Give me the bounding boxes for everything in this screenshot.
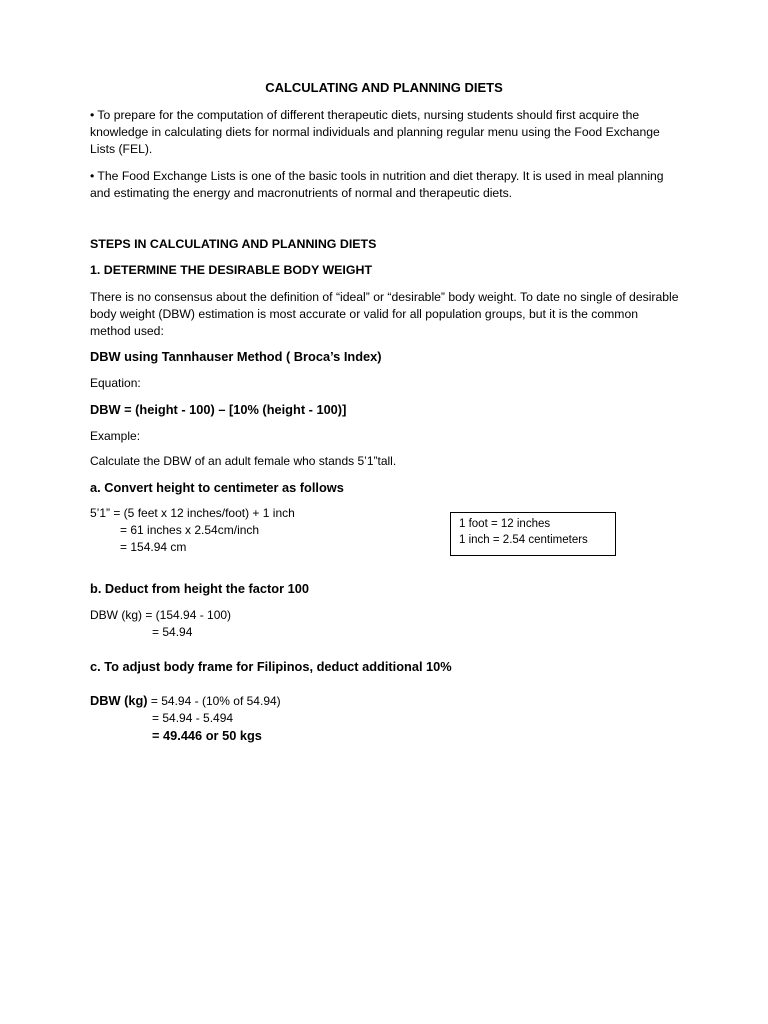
part-c-heading: c. To adjust body frame for Filipinos, deduct additional 10% — [90, 659, 452, 674]
step1-description: There is no consensus about the definition of “ideal” or “desirable” body weight. To date no single of desirable body weight (DBW) estimation is most accurate or valid for all population groups, but it is the common method used: — [90, 290, 679, 338]
part-c-line-1 — [90, 693, 281, 708]
part-a-heading: a. Convert height to centimeter as follows — [90, 480, 344, 495]
part-a-line-2: = 61 inches x 2.54cm/inch — [120, 523, 260, 537]
document-title: CALCULATING AND PLANNING DIETS — [265, 80, 503, 95]
part-b-heading: b. Deduct from height the factor 100 — [90, 581, 309, 596]
example-label: Example: — [90, 429, 141, 443]
part-a-line-1: 5’1” = (5 feet x 12 inches/foot) + 1 inch — [90, 506, 295, 520]
intro-bullet-2: • The Food Exchange Lists is one of the basic tools in nutrition and diet therapy. It is used in meal planning and estimating the energy and macronutrients of normal and therapeutic diets. — [90, 169, 664, 200]
method-heading: DBW using Tannhauser Method ( Broca’s Index) — [90, 349, 382, 364]
part-b-line-2: = 54.94 — [152, 625, 193, 639]
part-c-dbw-label: DBW (kg) — [90, 693, 148, 708]
part-c-result: = 49.446 or 50 kgs — [152, 728, 262, 743]
part-c-line-1-rest: = 54.94 - (10% of 54.94) — [147, 694, 281, 708]
step1-heading: 1. DETERMINE THE DESIRABLE BODY WEIGHT — [90, 263, 373, 277]
conversion-box-line-2: 1 inch = 2.54 centimeters — [459, 534, 588, 546]
conversion-box — [450, 512, 616, 556]
conversion-box-line-1: 1 foot = 12 inches — [459, 518, 551, 530]
intro-bullet-1: • To prepare for the computation of different therapeutic diets, nursing students should first acquire the knowledge in calculating diets for normal individuals and planning regular menu using the Food Exchange Lists (FEL). — [90, 108, 660, 156]
example-text: Calculate the DBW of an adult female who stands 5’1”tall. — [90, 454, 397, 468]
equation-label: Equation: — [90, 376, 141, 390]
part-c-line-2: = 54.94 - 5.494 — [152, 711, 234, 725]
part-a-line-3: = 154.94 cm — [120, 540, 187, 554]
steps-heading: STEPS IN CALCULATING AND PLANNING DIETS — [90, 237, 377, 251]
equation: DBW = (height - 100) – [10% (height - 100)] — [90, 402, 347, 417]
part-b-line-1: DBW (kg) = (154.94 - 100) — [90, 608, 232, 622]
